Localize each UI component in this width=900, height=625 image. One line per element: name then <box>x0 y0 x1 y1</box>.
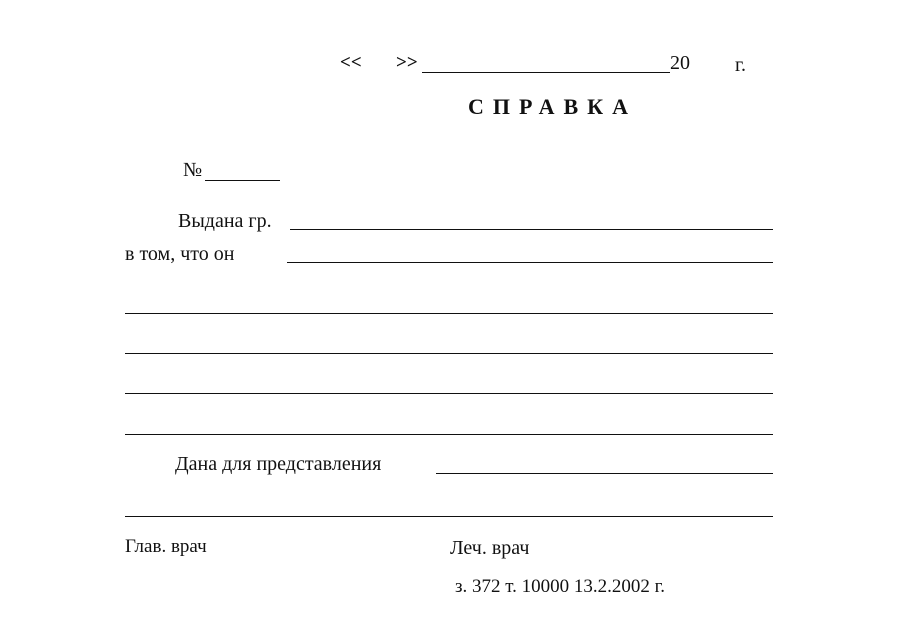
issued-to-line <box>290 229 773 230</box>
issued-to-label: Выдана гр. <box>178 210 272 232</box>
date-quote-open: << <box>340 52 362 73</box>
date-year-prefix: 20 <box>670 52 690 74</box>
that-label: в том, что он <box>125 243 235 265</box>
that-line <box>287 262 773 263</box>
print-info: з. 372 т. 10000 13.2.2002 г. <box>455 576 666 597</box>
blank-line-3 <box>125 393 773 394</box>
date-month-line <box>422 72 670 73</box>
number-line <box>205 180 280 181</box>
document-title: СПРАВКА <box>468 94 638 119</box>
chief-doctor-label: Глав. врач <box>125 536 207 557</box>
attending-doctor-label: Леч. врач <box>450 537 530 559</box>
presented-for-label: Дана для представления <box>175 453 382 475</box>
presented-for-line <box>436 473 773 474</box>
blank-line-5 <box>125 516 773 517</box>
blank-line-4 <box>125 434 773 435</box>
date-quote-close: >> <box>396 52 418 73</box>
blank-line-1 <box>125 313 773 314</box>
date-year-suffix: г. <box>735 54 746 76</box>
blank-line-2 <box>125 353 773 354</box>
number-label: № <box>183 159 203 181</box>
